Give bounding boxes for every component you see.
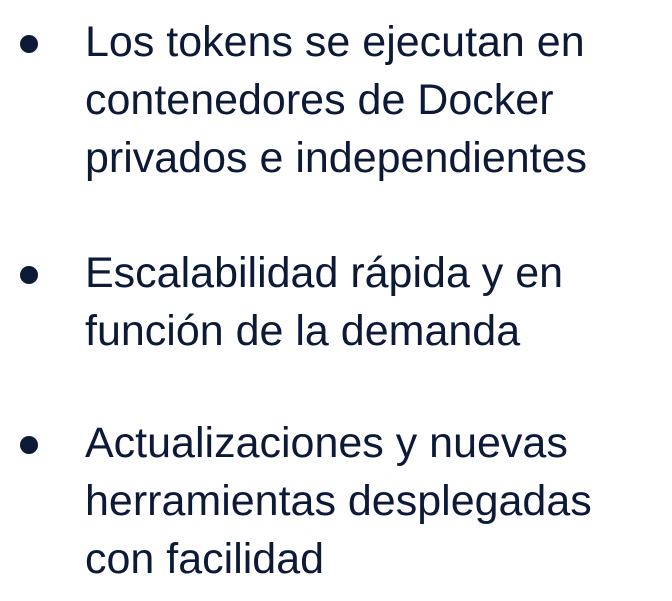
bullet-dot-icon	[20, 436, 38, 454]
bullet-line: con facilidad	[85, 535, 325, 583]
bullet-text	[85, 244, 665, 360]
bullet-line: función de la demanda	[85, 307, 521, 355]
bullet-line: Escalabilidad rápida y en	[85, 249, 564, 297]
bullet-line: Actualizaciones y nuevas	[85, 419, 568, 467]
bullet-dot-icon	[20, 266, 38, 284]
bullet-line: Los tokens se ejecutan en	[85, 18, 585, 66]
bullet-line: privados e independientes	[85, 134, 588, 182]
bullet-line: herramientas desplegadas	[85, 477, 592, 525]
bullet-line: contenedores de Docker	[85, 76, 554, 124]
bullet-text	[85, 414, 665, 588]
bullet-dot-icon	[20, 35, 38, 53]
bullet-text	[85, 13, 665, 187]
